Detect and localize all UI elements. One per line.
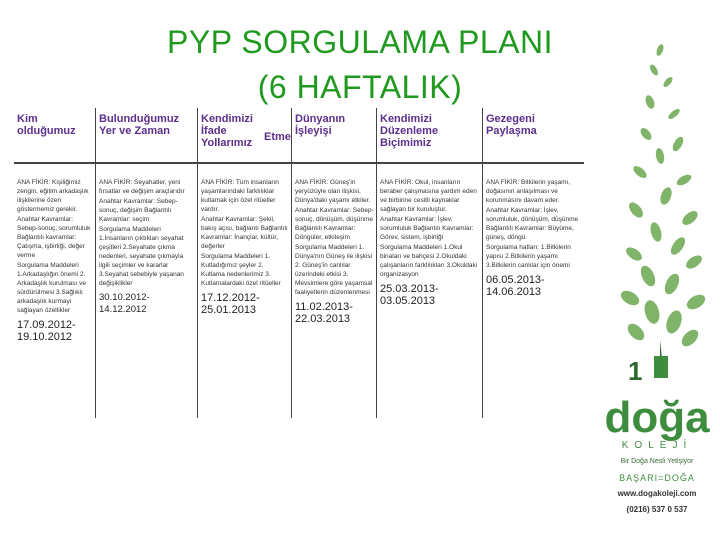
table-column — [292, 164, 377, 419]
table-column — [198, 164, 292, 419]
page-title: PYP SORGULAMA PLANI — [167, 24, 553, 60]
plan-table — [14, 108, 602, 418]
table-column — [96, 164, 198, 419]
header-cell: Dünyanın İşleyişi — [292, 108, 377, 162]
logo-mark: 1 — [628, 356, 643, 386]
key-concepts: Anahtar Kavramlar: Şekil, bakış açısı, bağlantı Bağlantılı Kavramlar: İnançlar, kültür, değerler — [201, 215, 288, 250]
key-concepts: Anahtar Kavramlar: Sebep-sonuç, değişim Bağlantılı Kavramlar: seçim — [99, 197, 178, 223]
key-concepts: Anahtar Kavramlar: İşlev, sorumluluk, dönüşüm, düşünme Bağlantılı Kavramlar: Büyüme, güneş, döngü — [486, 206, 579, 241]
table-column — [483, 164, 583, 419]
brand-sub: KOLEJİ — [621, 440, 693, 451]
main-idea: ANA FİKİR: Okul, insanların beraber çalışmasına yardım eden ve birbirine cesitli kaynaklar sağlayan bir kuruluştur. — [380, 178, 477, 213]
main-idea: ANA FİKİR: Kişiliğimiz zengin, eğitim arkadaşlık ilişkilerine özen göstermemiz gerekir. — [17, 178, 89, 213]
page-subtitle: (6 HAFTALIK) — [257, 69, 463, 105]
brand-motto: BAŞARI=DOĞA — [619, 473, 695, 483]
brand-phone: (0216) 537 0 537 — [626, 505, 688, 514]
key-concepts: Anahtar Kavramlar: Sebep-sonuç, sorumluluk Bağlantılı kavramlar: Çatışma, işbirliği, değer verme — [17, 215, 91, 259]
main-idea: ANA FİKİR: Güneş'in yeryüzüyle olan ilişkisi, Dünya'daki yaşamı etkiler. — [295, 178, 371, 204]
brand-name: doğa — [604, 393, 710, 442]
date-start: 17.12.2012- — [201, 291, 260, 304]
date-start: 25.03.2013- — [380, 282, 439, 295]
header-cell: Kendimizi İfade Yollarımız Etme — [198, 108, 292, 162]
inquiry-lines: Sorgulama Maddeleri 1.Okul binaları ve bahçesi 2.Okuldaki çalışanların farklılıkları 3.Okuldaki organizasyon — [380, 243, 478, 278]
date-end: 03.05.2013 — [380, 294, 436, 307]
key-concepts: Anahtar Kavramlar: Sebep-sonuç, dönüşüm, düşünme Bağlantılı Kavramlar: Döngüler, etkileşim — [295, 206, 374, 241]
date-start: 06.05.2013- — [486, 273, 545, 286]
table-column — [14, 164, 96, 419]
inquiry-lines: Sorgulama Maddeleri 1.Arkadaşlığın önemi 2. Arkadaşlık kurulması ve sürdürülmesi 3.Sağlıklı arkadaşlık kurmayı sağlayan özellikler — [17, 261, 86, 314]
header-cell: Bulunduğumuz Yer ve Zaman — [96, 108, 198, 162]
key-concepts: Anahtar Kavramlar: İşlev, sorumluluk Bağlantılı Kavramlar: Görev, sistem, işbirliği — [380, 215, 474, 241]
inquiry-lines: Sorgulama hatları: 1.Bitkilerin yapısı 2.Bitkilerin yaşamı 3.Bitkilerin canlılar için önemi — [486, 243, 571, 269]
main-idea: ANA FİKİR: Seyahatler, yeni fırsatlar ve değişim araçlarıdır — [99, 178, 185, 195]
header-cell: Gezegeni Paylaşma — [486, 113, 537, 137]
table-column — [377, 164, 483, 419]
date-end: 22.03.2013 — [295, 312, 351, 325]
date-end: 25.01.2013 — [201, 303, 257, 316]
school-brand — [598, 393, 716, 515]
table-header-row — [14, 108, 584, 162]
inquiry-lines: Sorgulama Maddeleri 1. Kutladığımız şeyler 2. Kutlama nedenlerimiz 3. Kutlamalardaki özel ritüeller — [201, 252, 281, 287]
inquiry-lines: Sorgulama Maddeleri 1.İnsanların çıktıkları seyahat çeşitleri 2.Seyahate çıkma nedenleri, seyahate çıkmayla ilgili seçimler ve kararlar 3.Seyahat sebebiyle yaşanan değişiklikler — [99, 225, 184, 287]
header-cell: Kim olduğumuz — [14, 108, 96, 162]
date-end: 14.06.2013 — [486, 285, 542, 298]
date-start: 17.09.2012- — [17, 318, 76, 331]
main-idea: ANA FİKİR: Tüm insanların yaşamlarındaki farklılıklar kutlamak için özel ritüeller vardır. — [201, 178, 279, 213]
date-end: 19.10.2012 — [17, 330, 73, 343]
brand-tagline: Bir Doğa Nesli Yetişiyor — [620, 458, 694, 465]
brand-website: www.dogakoleji.com — [617, 489, 697, 498]
date-range: 30.10.2012-14.12.2012 — [99, 291, 150, 315]
header-cell: Kendimizi Düzenleme Biçimimiz — [377, 108, 483, 162]
main-idea: ANA FİKİR: Bitkilerin yaşamı, doğasının anlaşılması ve korunmasını davam eder. — [486, 178, 571, 204]
table-body-row — [14, 164, 584, 419]
date-start: 11.02.2013- — [295, 300, 353, 313]
inquiry-lines: Sorgulama Maddeleri 1. Dünya'nın Güneş ile ilişkisi 2. Güneş'in canlılar üzerindeki etkisi 3. Mevsimlere göre yaşamsal faaliyetlerin düzenlenmesi — [295, 243, 373, 296]
